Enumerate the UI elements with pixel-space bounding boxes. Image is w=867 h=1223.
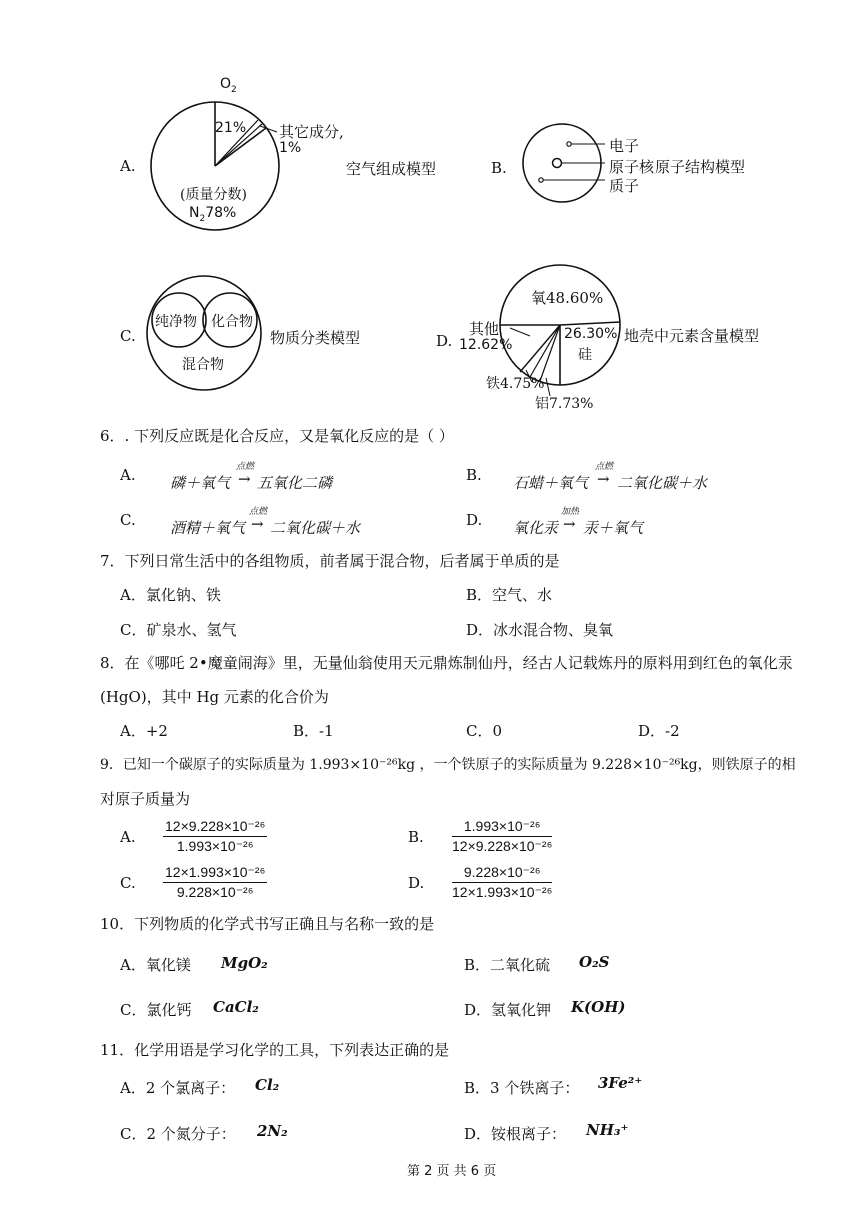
option-d-label: D．铵根离子： — [464, 1125, 567, 1143]
model-name: 地壳中元素含量模型 — [624, 327, 760, 345]
fraction — [163, 818, 267, 855]
question-stem-line1: 9．已知一个碳原子的实际质量为 1.993×10⁻²⁶kg ，一个铁原子的实际质量为 9.228×10⁻²⁶kg，则铁原子的相 — [100, 757, 796, 773]
option-c-formula: 2N₂ — [257, 1122, 288, 1140]
oxygen-label: 氧48.60% — [531, 289, 604, 307]
arrow-icon: → — [238, 470, 251, 488]
reaction-products: 汞＋氧气 — [583, 519, 644, 537]
option-b: B．空气、水 — [466, 586, 553, 604]
arrow-icon: → — [597, 470, 610, 488]
electron-label: 电子 — [609, 137, 640, 155]
option-c: C．矿泉水、氢气 — [120, 621, 237, 639]
question-stem-line2: 对原子质量为 — [100, 790, 191, 808]
others-percent: 12.62% — [459, 337, 513, 353]
n2-label: $N_278\%$ — [189, 205, 237, 224]
option-a-formula: Cl₂ — [255, 1076, 280, 1094]
nucleus-label: 原子核 — [609, 158, 655, 176]
denominator: 9.228×10⁻²⁶ — [176, 884, 254, 900]
numerator: 12×1.993×10⁻²⁶ — [163, 864, 267, 883]
o2-percent: 21% — [215, 120, 247, 136]
option-letter: B. — [408, 828, 424, 846]
option-c-label: C．氯化钙 — [120, 1001, 192, 1019]
option-c-formula: CaCl₂ — [213, 998, 259, 1016]
option-letter: B. — [491, 159, 507, 177]
page-footer: 第 2 页 共 6 页 — [407, 1164, 497, 1179]
option-c: C．0 — [466, 722, 503, 740]
question-stem: 7．下列日常生活中的各组物质，前者属于混合物，后者属于单质的是 — [100, 552, 560, 570]
model-name: 原子结构模型 — [655, 158, 746, 176]
reaction-condition: 加热 — [561, 507, 580, 517]
reaction-reactants: 磷＋氧气 — [170, 474, 231, 492]
option-d-formula: NH₃⁺ — [586, 1121, 629, 1139]
option-letter: D. — [436, 332, 453, 350]
question-stem-line2: (HgO)，其中 Hg 元素的化合价为 — [100, 688, 329, 706]
silicon-label: 硅 — [578, 347, 592, 363]
denominator: 12×1.993×10⁻²⁶ — [452, 884, 553, 900]
silicon-percent: 26.30% — [564, 326, 618, 342]
option-a-formula: MgO₂ — [221, 954, 268, 972]
option-letter: D. — [408, 874, 425, 892]
iron-label: 铁4.75% — [486, 376, 545, 392]
option-d-label: D．氢氧化钾 — [464, 1001, 552, 1019]
option-letter: A. — [120, 466, 136, 484]
numerator: 12×9.228×10⁻²⁶ — [163, 818, 267, 837]
reaction-condition: 点燃 — [595, 462, 614, 472]
question-stem: 6．. 下列反应既是化合反应，又是氧化反应的是（ ） — [100, 427, 454, 445]
model-name: 空气组成模型 — [346, 160, 437, 178]
option-b-label: B．3 个铁离子： — [464, 1079, 580, 1097]
denominator: 12×9.228×10⁻²⁶ — [452, 838, 553, 854]
fraction — [452, 864, 552, 901]
classification-diagram — [142, 275, 272, 395]
mixture-label: 混合物 — [182, 357, 224, 373]
arrow-icon: → — [563, 515, 576, 533]
mass-fraction-note: (质量分数) — [180, 187, 247, 203]
option-d-formula: K(OH) — [571, 998, 626, 1016]
reaction-products: 二氧化碳＋水 — [617, 474, 708, 492]
option-letter: B. — [466, 466, 482, 484]
option-letter: A. — [120, 157, 136, 175]
option-b: B．-1 — [293, 722, 334, 740]
option-b-formula: 3Fe²⁺ — [598, 1074, 643, 1092]
option-c-label: C．2 个氮分子： — [120, 1125, 236, 1143]
aluminum-label: 铝7.73% — [535, 396, 594, 412]
option-a-label: A．氧化镁 — [120, 956, 191, 974]
option-a: A．氯化钠、铁 — [120, 586, 221, 604]
question-stem: 10．下列物质的化学式书写正确且与名称一致的是 — [100, 915, 435, 933]
option-letter: A. — [120, 828, 136, 846]
others-label: 其他 — [469, 320, 500, 338]
fraction — [452, 818, 552, 855]
option-a-label: A．2 个氯离子： — [120, 1079, 236, 1097]
numerator: 1.993×10⁻²⁶ — [452, 818, 552, 837]
compound-label: 化合物 — [211, 314, 253, 330]
reaction-reactants: 石蜡＋氧气 — [513, 474, 589, 492]
atom-structure-diagram — [515, 120, 615, 210]
fraction — [163, 864, 267, 901]
option-letter: C. — [120, 874, 136, 892]
other-components-label: 其它成分, — [279, 123, 344, 141]
option-letter: D. — [466, 511, 483, 529]
option-b-label: B．二氧化硫 — [464, 956, 551, 974]
model-name: 物质分类模型 — [270, 329, 361, 347]
option-b-formula: O₂S — [579, 953, 610, 971]
reaction-products: 五氧化二磷 — [257, 474, 333, 492]
pure-substance-label: 纯净物 — [155, 314, 197, 330]
option-a: A．+2 — [120, 722, 168, 740]
option-letter: C. — [120, 327, 136, 345]
option-letter: C. — [120, 511, 136, 529]
proton-label: 质子 — [609, 177, 640, 195]
reaction-condition: 点燃 — [249, 507, 268, 517]
reaction-reactants: 酒精＋氧气 — [170, 519, 246, 537]
other-components-percent: 1% — [279, 140, 302, 156]
denominator: 1.993×10⁻²⁶ — [176, 838, 254, 854]
question-stem-line1: 8．在《哪吒 2•魔童闹海》里，无量仙翁使用天元鼎炼制仙丹，经古人记载炼丹的原料用到红色的氧化汞 — [100, 654, 793, 672]
reaction-products: 二氧化碳＋水 — [270, 519, 361, 537]
reaction-reactants: 氧化汞 — [513, 519, 559, 537]
option-d: D．-2 — [638, 722, 680, 740]
question-stem: 11．化学用语是学习化学的工具，下列表达正确的是 — [100, 1041, 450, 1059]
air-composition-pie — [140, 78, 340, 253]
option-d: D．冰水混合物、臭氧 — [466, 621, 614, 639]
arrow-icon: → — [251, 515, 264, 533]
reaction-condition: 点燃 — [236, 462, 255, 472]
numerator: 9.228×10⁻²⁶ — [452, 864, 552, 883]
o2-label: $O_2$ — [220, 76, 237, 95]
